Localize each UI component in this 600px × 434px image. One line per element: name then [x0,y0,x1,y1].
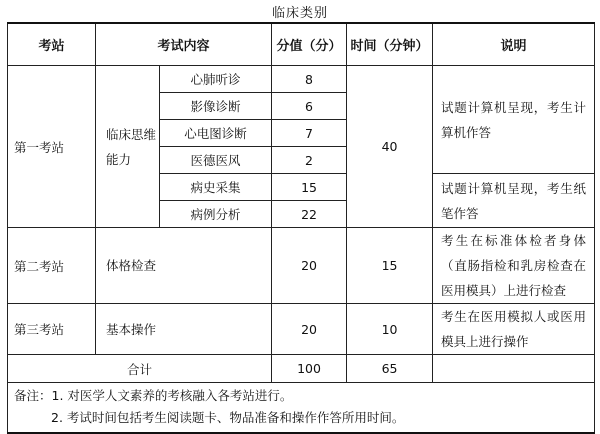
header-score: 分值（分） [272,23,347,66]
station1-item-content: 病例分析 [160,201,272,228]
station1-item-score: 22 [272,201,347,228]
total-desc-empty [433,355,595,383]
station2-score: 20 [272,228,347,304]
table-row [8,228,595,304]
total-row [8,355,595,383]
notes-row [8,383,595,433]
station3-time: 10 [347,304,433,355]
table-row [8,66,595,93]
note-line-2: 2. 考试时间包括考生阅读题卡、物品准备和操作作答所用时间。 [51,410,405,426]
station2-content: 体格检查 [96,228,272,304]
header-description: 说明 [433,23,595,66]
station1-item-content: 病史采集 [160,174,272,201]
exam-table [7,22,595,434]
station2-time: 15 [347,228,433,304]
total-label: 合计 [8,355,272,383]
table-title: 临床类别 [271,6,328,21]
station2-name: 第二考站 [8,228,96,304]
station1-desc-a: 试题计算机呈现，考生计算机作答 [433,66,595,174]
notes-cell [8,383,595,433]
station1-category: 临床思维能力 [96,66,160,228]
station1-item-content: 心肺听诊 [160,66,272,93]
station1-item-score: 7 [272,120,347,147]
station1-item-score: 15 [272,174,347,201]
station3-name: 第三考站 [8,304,96,355]
station1-item-content: 心电图诊断 [160,120,272,147]
station3-content: 基本操作 [96,304,272,355]
station1-desc-b: 试题计算机呈现，考生纸笔作答 [433,174,595,228]
total-time: 65 [347,355,433,383]
station3-score: 20 [272,304,347,355]
table-row [8,304,595,355]
station1-item-score: 6 [272,93,347,120]
header-content: 考试内容 [96,23,272,66]
station2-desc: 考生在标准体检者身体（直肠指检和乳房检查在医用模具）上进行检查 [433,228,595,304]
station1-item-content: 医德医风 [160,147,272,174]
header-station: 考站 [8,23,96,66]
station1-time: 40 [347,66,433,228]
station1-item-score: 8 [272,66,347,93]
station1-item-score: 2 [272,147,347,174]
header-row [8,23,595,66]
total-score: 100 [272,355,347,383]
header-time: 时间（分钟） [347,23,433,66]
station3-desc: 考生在医用模拟人或医用模具上进行操作 [433,304,595,355]
station1-item-content: 影像诊断 [160,93,272,120]
note-line-1: 备注：1. 对医学人文素养的考核融入各考站进行。 [14,388,293,404]
station1-name: 第一考站 [8,66,96,228]
